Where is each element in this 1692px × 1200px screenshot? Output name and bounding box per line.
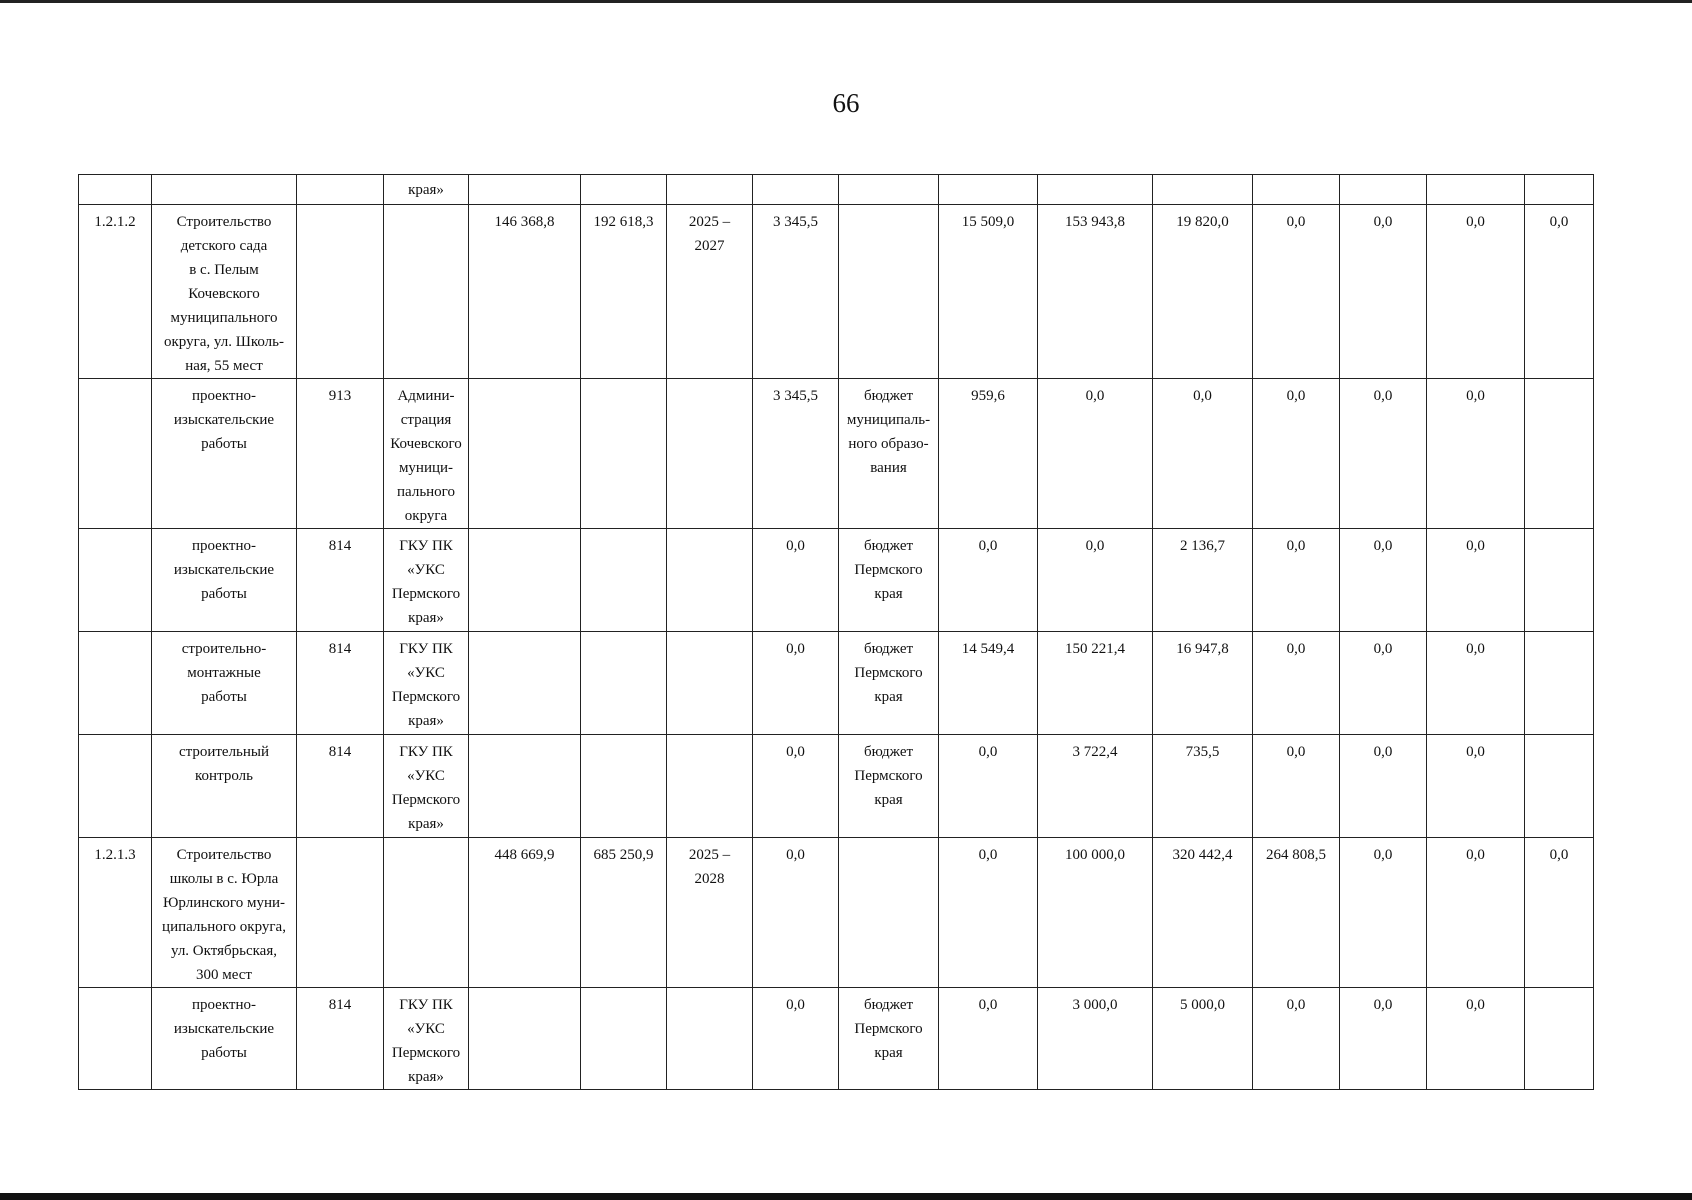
executor-cell: Админи- страция Кочевского муници- пального округа [384, 379, 469, 529]
estimated-cost-cell [469, 735, 581, 838]
item-code-cell: 1.2.1.3 [79, 838, 152, 988]
admin-code-cell [297, 205, 384, 379]
prior-funding-cell [753, 175, 839, 205]
admin-code-cell: 814 [297, 988, 384, 1090]
year-4-cell: 0,0 [1253, 205, 1340, 379]
prior-funding-cell: 0,0 [753, 735, 839, 838]
item-code-cell [79, 735, 152, 838]
total-cost-cell [581, 735, 667, 838]
admin-code-cell: 913 [297, 379, 384, 529]
table-row [79, 529, 1594, 632]
executor-cell: ГКУ ПК «УКС Пермского края» [384, 529, 469, 632]
year-6-cell: 0,0 [1427, 529, 1525, 632]
year-1-cell: 15 509,0 [939, 205, 1038, 379]
total-cost-cell [581, 175, 667, 205]
year-6-cell: 0,0 [1427, 838, 1525, 988]
estimated-cost-cell [469, 632, 581, 735]
executor-cell: ГКУ ПК «УКС Пермского края» [384, 735, 469, 838]
year-4-cell: 0,0 [1253, 735, 1340, 838]
item-code-cell [79, 529, 152, 632]
funding-source-cell [839, 205, 939, 379]
item-name-cell: Строительство детского сада в с. Пелым Кочевского муниципального округа, ул. Школь- ная, 55 мест [152, 205, 297, 379]
admin-code-cell [297, 175, 384, 205]
estimated-cost-cell [469, 175, 581, 205]
table-row [79, 175, 1594, 205]
year-3-cell: 0,0 [1153, 379, 1253, 529]
period-cell: 2025 – 2028 [667, 838, 753, 988]
year-7-cell [1525, 988, 1594, 1090]
item-name-cell [152, 175, 297, 205]
year-7-cell: 0,0 [1525, 838, 1594, 988]
item-name-cell: проектно- изыскательские работы [152, 988, 297, 1090]
year-1-cell: 14 549,4 [939, 632, 1038, 735]
funding-source-cell: бюджет Пермского края [839, 632, 939, 735]
table-row [79, 632, 1594, 735]
total-cost-cell [581, 988, 667, 1090]
funding-source-cell: бюджет Пермского края [839, 529, 939, 632]
year-5-cell: 0,0 [1340, 735, 1427, 838]
year-2-cell: 0,0 [1038, 529, 1153, 632]
year-6-cell: 0,0 [1427, 205, 1525, 379]
period-cell [667, 735, 753, 838]
year-7-cell [1525, 175, 1594, 205]
year-6-cell: 0,0 [1427, 379, 1525, 529]
year-5-cell: 0,0 [1340, 838, 1427, 988]
executor-cell [384, 838, 469, 988]
prior-funding-cell: 0,0 [753, 529, 839, 632]
item-code-cell [79, 175, 152, 205]
year-6-cell: 0,0 [1427, 988, 1525, 1090]
item-name-cell: проектно- изыскательские работы [152, 379, 297, 529]
estimated-cost-cell [469, 379, 581, 529]
year-4-cell [1253, 175, 1340, 205]
funding-source-cell: бюджет Пермского края [839, 735, 939, 838]
prior-funding-cell: 0,0 [753, 632, 839, 735]
item-name-cell: строительно- монтажные работы [152, 632, 297, 735]
year-3-cell [1153, 175, 1253, 205]
year-6-cell: 0,0 [1427, 632, 1525, 735]
year-2-cell [1038, 175, 1153, 205]
admin-code-cell: 814 [297, 735, 384, 838]
year-3-cell: 5 000,0 [1153, 988, 1253, 1090]
item-name-cell: Строительство школы в с. Юрла Юрлинского муни- ципального округа, ул. Октябрьская, 300 мест [152, 838, 297, 988]
year-2-cell: 150 221,4 [1038, 632, 1153, 735]
total-cost-cell [581, 379, 667, 529]
year-3-cell: 19 820,0 [1153, 205, 1253, 379]
executor-cell [384, 205, 469, 379]
year-3-cell: 16 947,8 [1153, 632, 1253, 735]
executor-cell: ГКУ ПК «УКС Пермского края» [384, 988, 469, 1090]
funding-source-cell [839, 838, 939, 988]
year-2-cell: 3 000,0 [1038, 988, 1153, 1090]
year-5-cell: 0,0 [1340, 529, 1427, 632]
year-7-cell: 0,0 [1525, 205, 1594, 379]
year-4-cell: 0,0 [1253, 632, 1340, 735]
period-cell [667, 175, 753, 205]
year-1-cell [939, 175, 1038, 205]
estimated-cost-cell [469, 529, 581, 632]
period-cell [667, 632, 753, 735]
year-7-cell [1525, 632, 1594, 735]
table-row [79, 988, 1594, 1090]
estimated-cost-cell [469, 988, 581, 1090]
budget-table [78, 174, 1594, 1090]
year-2-cell: 100 000,0 [1038, 838, 1153, 988]
year-3-cell: 320 442,4 [1153, 838, 1253, 988]
period-cell [667, 529, 753, 632]
year-2-cell: 0,0 [1038, 379, 1153, 529]
year-5-cell [1340, 175, 1427, 205]
item-name-cell: строительный контроль [152, 735, 297, 838]
year-7-cell [1525, 379, 1594, 529]
item-name-cell: проектно- изыскательские работы [152, 529, 297, 632]
year-2-cell: 3 722,4 [1038, 735, 1153, 838]
period-cell: 2025 – 2027 [667, 205, 753, 379]
executor-cell: края» [384, 175, 469, 205]
admin-code-cell [297, 838, 384, 988]
year-5-cell: 0,0 [1340, 205, 1427, 379]
table-body [79, 175, 1594, 1090]
year-6-cell [1427, 175, 1525, 205]
table-row [79, 205, 1594, 379]
prior-funding-cell: 0,0 [753, 838, 839, 988]
funding-source-cell [839, 175, 939, 205]
year-5-cell: 0,0 [1340, 632, 1427, 735]
table-row [79, 379, 1594, 529]
page-top-edge [0, 0, 1692, 3]
table-row [79, 735, 1594, 838]
year-1-cell: 959,6 [939, 379, 1038, 529]
year-3-cell: 735,5 [1153, 735, 1253, 838]
period-cell [667, 988, 753, 1090]
year-4-cell: 0,0 [1253, 529, 1340, 632]
page-bottom-edge [0, 1193, 1692, 1200]
year-4-cell: 264 808,5 [1253, 838, 1340, 988]
period-cell [667, 379, 753, 529]
page-number: 66 [832, 88, 860, 118]
year-4-cell: 0,0 [1253, 379, 1340, 529]
estimated-cost-cell: 146 368,8 [469, 205, 581, 379]
year-6-cell: 0,0 [1427, 735, 1525, 838]
year-7-cell [1525, 529, 1594, 632]
funding-source-cell: бюджет муниципаль- ного образо- вания [839, 379, 939, 529]
item-code-cell [79, 988, 152, 1090]
year-5-cell: 0,0 [1340, 379, 1427, 529]
item-code-cell [79, 379, 152, 529]
prior-funding-cell: 3 345,5 [753, 205, 839, 379]
year-1-cell: 0,0 [939, 529, 1038, 632]
year-2-cell: 153 943,8 [1038, 205, 1153, 379]
funding-source-cell: бюджет Пермского края [839, 988, 939, 1090]
total-cost-cell: 685 250,9 [581, 838, 667, 988]
year-7-cell [1525, 735, 1594, 838]
year-1-cell: 0,0 [939, 735, 1038, 838]
executor-cell: ГКУ ПК «УКС Пермского края» [384, 632, 469, 735]
admin-code-cell: 814 [297, 632, 384, 735]
year-1-cell: 0,0 [939, 988, 1038, 1090]
item-code-cell [79, 632, 152, 735]
year-3-cell: 2 136,7 [1153, 529, 1253, 632]
year-1-cell: 0,0 [939, 838, 1038, 988]
item-code-cell: 1.2.1.2 [79, 205, 152, 379]
total-cost-cell [581, 632, 667, 735]
total-cost-cell [581, 529, 667, 632]
year-4-cell: 0,0 [1253, 988, 1340, 1090]
year-5-cell: 0,0 [1340, 988, 1427, 1090]
prior-funding-cell: 0,0 [753, 988, 839, 1090]
estimated-cost-cell: 448 669,9 [469, 838, 581, 988]
prior-funding-cell: 3 345,5 [753, 379, 839, 529]
admin-code-cell: 814 [297, 529, 384, 632]
table-row [79, 838, 1594, 988]
total-cost-cell: 192 618,3 [581, 205, 667, 379]
